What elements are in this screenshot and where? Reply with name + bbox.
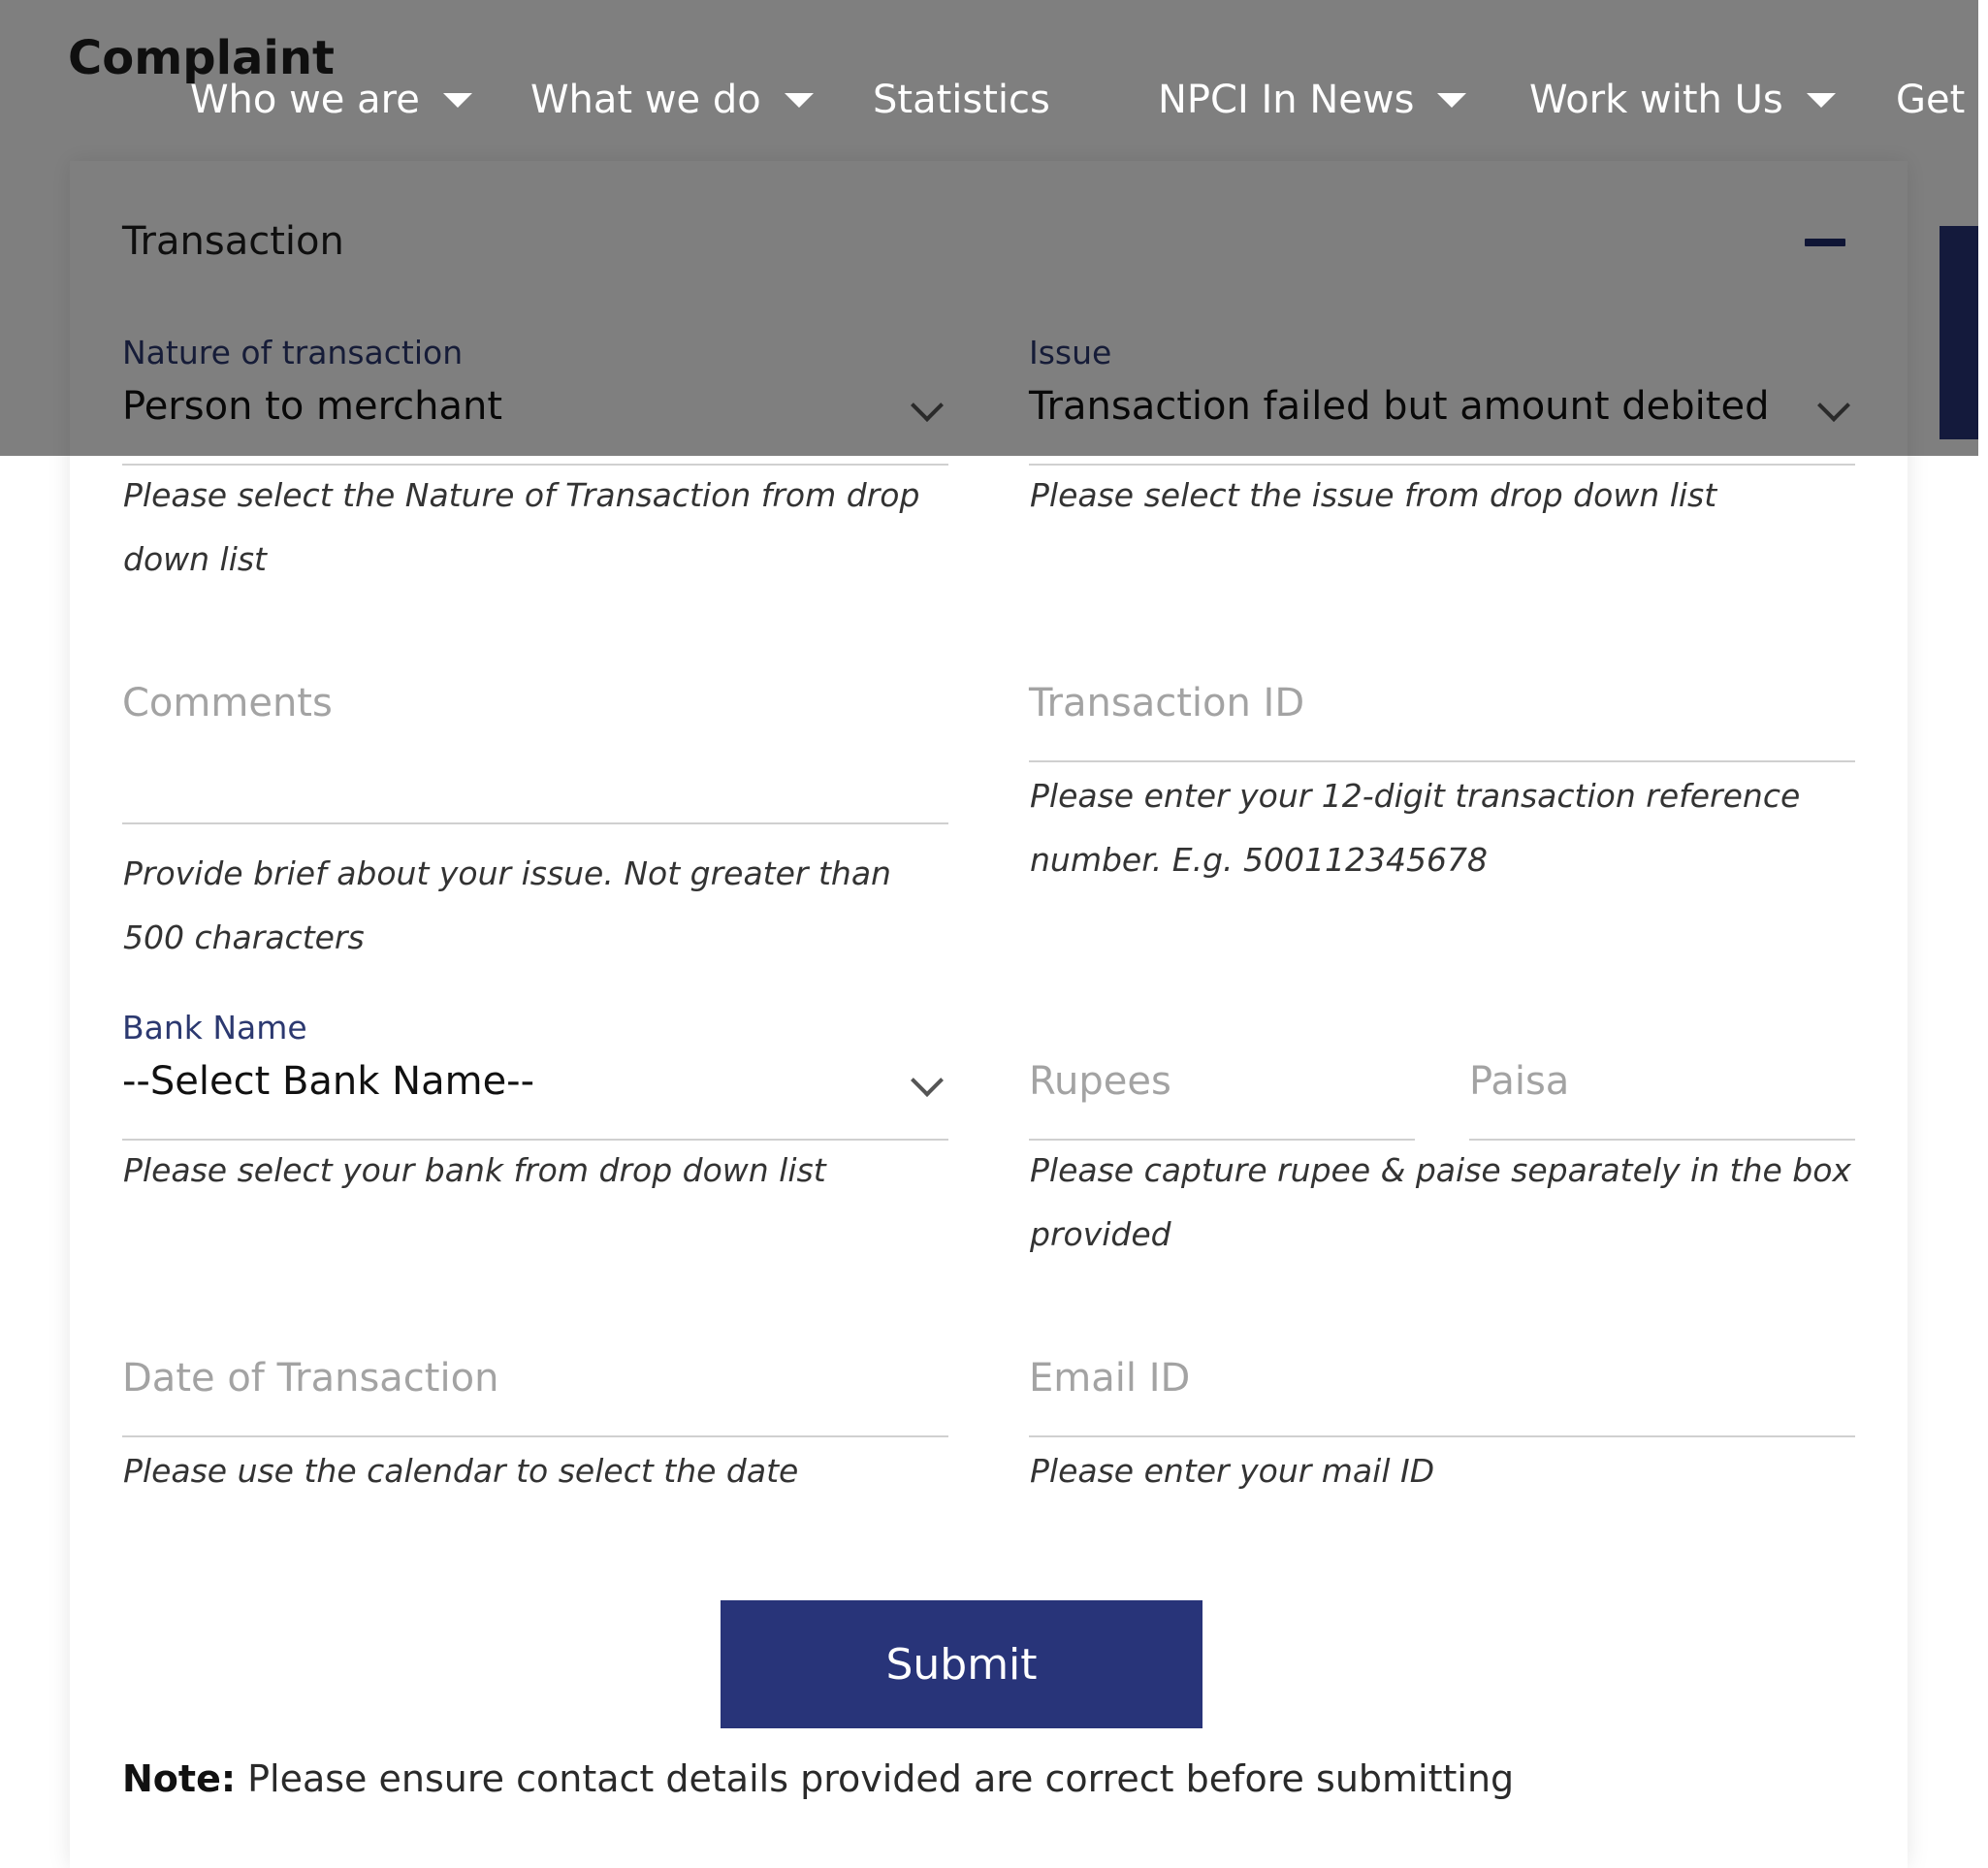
caret-down-icon — [785, 93, 814, 108]
paisa-placeholder: Paisa — [1469, 1059, 1570, 1104]
date-placeholder: Date of Transaction — [122, 1356, 499, 1401]
nav-item-what-we-do[interactable] — [530, 78, 814, 122]
nav-label: Get i — [1896, 78, 1988, 122]
nav-label: NPCI In News — [1158, 78, 1415, 122]
caret-down-icon — [1807, 93, 1836, 108]
bank-helper: Please select your bank from drop down list — [123, 1151, 826, 1189]
bank-label: Bank Name — [122, 1009, 307, 1047]
email-placeholder: Email ID — [1029, 1356, 1191, 1401]
note — [122, 1757, 1514, 1800]
nav-item-who-we-are[interactable] — [190, 78, 472, 122]
email-helper: Please enter your mail ID — [1030, 1452, 1435, 1490]
nature-helper: Please select the Nature of Transaction from drop down list — [123, 476, 920, 578]
nav-label: What we do — [530, 78, 761, 122]
note-text: Please ensure contact details provided are correct before submitting — [236, 1757, 1515, 1800]
transaction-id-helper: Please enter your 12-digit transaction reference number. E.g. 500112345678 — [1030, 777, 1801, 879]
transaction-id-input[interactable] — [1029, 669, 1855, 766]
email-underline — [1029, 1435, 1855, 1437]
date-input[interactable] — [122, 1344, 948, 1441]
nav-item-npci-in-news[interactable] — [1158, 78, 1466, 122]
note-prefix: Note: — [122, 1757, 237, 1800]
nav-label: Work with Us — [1529, 78, 1783, 122]
nav-label: Statistics — [873, 78, 1050, 122]
submit-button[interactable]: Submit — [721, 1600, 1202, 1728]
date-helper: Please use the calendar to select the date — [123, 1452, 799, 1490]
transaction-id-placeholder: Transaction ID — [1029, 681, 1305, 725]
nav-item-statistics[interactable] — [873, 78, 1050, 122]
rupees-placeholder: Rupees — [1029, 1059, 1171, 1104]
chevron-down-icon — [911, 1064, 944, 1097]
paisa-input[interactable] — [1469, 1047, 1855, 1141]
nav-overlay[interactable] — [0, 0, 1978, 456]
date-underline — [122, 1435, 948, 1437]
top-nav — [0, 78, 1988, 136]
nav-label: Who we are — [190, 78, 420, 122]
bank-value: --Select Bank Name-- — [122, 1059, 535, 1104]
comments-underline — [122, 822, 948, 824]
email-input[interactable] — [1029, 1344, 1855, 1441]
comments-placeholder: Comments — [122, 681, 333, 725]
nav-item-work-with-us[interactable] — [1529, 78, 1836, 122]
transaction-id-underline — [1029, 760, 1855, 762]
comments-helper: Provide brief about your issue. Not greater than 500 characters — [123, 854, 891, 956]
comments-input[interactable] — [122, 669, 948, 826]
bank-name-select[interactable] — [122, 1005, 948, 1141]
caret-down-icon — [443, 93, 472, 108]
rupees-input[interactable] — [1029, 1047, 1415, 1141]
issue-helper: Please select the issue from drop down list — [1030, 476, 1717, 514]
caret-down-icon — [1437, 93, 1466, 108]
amount-helper: Please capture rupee & paise separately in the box provided — [1030, 1151, 1851, 1253]
nav-item-get-in-touch[interactable] — [1896, 78, 1988, 122]
